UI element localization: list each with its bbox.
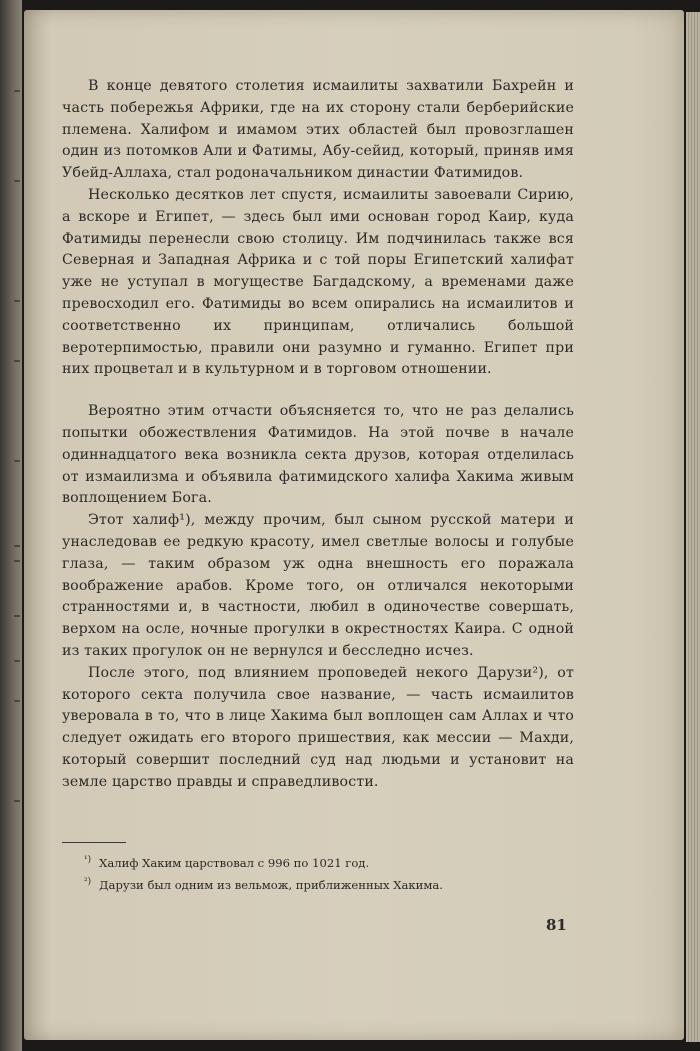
footnote-2-text: Дарузи был одним из вельмож, приближенных Хакима. (99, 878, 443, 892)
page-number: 81 (546, 916, 567, 934)
adjacent-page-text-marks (12, 0, 20, 1051)
adjacent-page-edge (0, 0, 22, 1051)
paragraph-5: После этого, под влиянием проповедей некого Дарузи²), от которого секта получила свое название, — часть исмаилитов уверовала в то, что в лице Хакима был воплощен сам Аллах и что следует ожидать его второго пришествия, как мессии — Махди, который совершит последний суд над людьми и установит на земле царство правды и справедливости. (62, 664, 574, 790)
page-body-text (62, 76, 574, 794)
footnote-1 (84, 852, 564, 874)
footnote-2 (84, 874, 564, 896)
paragraph-1: В конце девятого столетия исмаилиты захватили Бахрейн и часть побережья Африки, где на их сторону стали берберийские племена. Халифом и имамом этих областей был провозглашен один из потомков Али и Фатимы, Абу-сейид, который, приняв имя Убейд-Аллаха, стал родоначальником династии Фатимидов. (62, 78, 574, 182)
paragraph-4: Этот халиф¹), между прочим, был сыном русской матери и унаследовав ее редкую красоту, имел светлые волосы и голубые глаза, — таким образом уж одна внешность его поражала воображение арабов. Кроме того, он отличался некоторыми странностями и, в частности, любил в одиночестве совершать, верхом на осле, ночные прогулки в окрестностях Каира. С одной из таких прогулок он не вернулся и бесследно исчез. (62, 512, 574, 659)
footnote-1-text: Халиф Хаким царствовал с 996 по 1021 год. (99, 856, 370, 870)
footnote-divider (62, 842, 126, 843)
footnote-2-mark: ²) (84, 877, 92, 888)
footnote-1-mark: ¹) (84, 855, 92, 866)
paragraph-3: Вероятно этим отчасти объясняется то, что не раз делались попытки обожествления Фатимидов. На этой почве в начале одиннадцатого века возникла секта друзов, которая отделилась от измаилизма и объявила фатимидского халифа Хакима живым воплощением Бога. (62, 403, 574, 507)
paragraph-2: Несколько десятков лет спустя, исмаилиты завоевали Сирию, а вскоре и Египет, — здесь был ими основан город Каир, куда Фатимиды перенесли свою столицу. Им подчинилась также вся Северная и Западная Африка и с той поры Египетский халифат уже не уступал в могуществе Багдадскому, а временами даже превосходил его. Фатимиды во всем опирались на исмаилитов и соответственно их принципам, отличались большой веротерпимостью, правили они разумно и гуманно. Египет при них процветал и в культурном и в торговом отношении. (62, 186, 574, 378)
footnotes (84, 852, 564, 896)
book-page-stack-edge (686, 12, 700, 1042)
